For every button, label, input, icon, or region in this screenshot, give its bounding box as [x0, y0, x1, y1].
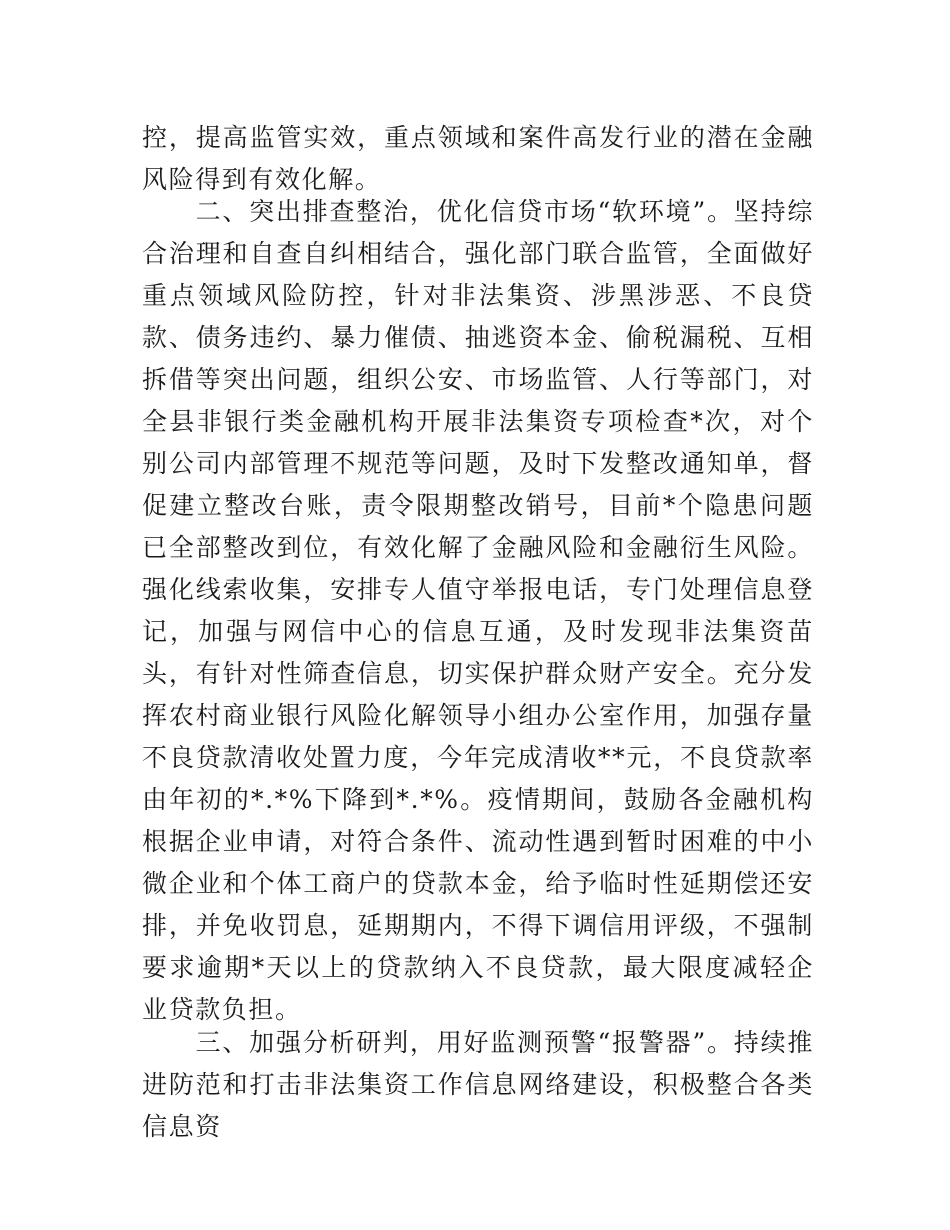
paragraph-2 — [142, 191, 814, 1031]
paragraph-3 — [142, 1022, 814, 1148]
paragraph-2-text: 二、突出排查整治，优化信贷市场“软环境”。坚持综合治理和自查自纠相结合，强化部门联合监管，全面做好重点领域风险防控，针对非法集资、涉黑涉恶、不良贷款、债务违约、暴力催债、抽逃资本金、偷税漏税、互相拆借等突出问题，组织公安、市场监管、人行等部门，对全县非银行类金融机构开展非法集资专项检查*次，对个别公司内部管理不规范等问题，及时下发整改通知单，督促建立整改台账，责令限期整改销号，目前*个隐患问题已全部整改到位，有效化解了金融风险和金融衍生风险。强化线索收集，安排专人值守举报电话，专门处理信息登记，加强与网信中心的信息互通，及时发现非法集资苗头，有针对性筛查信息，切实保护群众财产安全。充分发挥农村商业银行风险化解领导小组办公室作用，加强存量不良贷款清收处置力度，今年完成清收**元，不良贷款率由年初的*.*%下降到*.*%。疫情期间，鼓励各金融机构根据企业申请，对符合条件、流动性遇到暂时困难的中小微企业和个体工商户的贷款本金，给予临时性延期偿还安排，并免收罚息，延期期内，不得下调信用评级，不强制要求逾期*天以上的贷款纳入不良贷款，最大限度减轻企业贷款负担。 — [142, 197, 814, 1024]
paragraph-1 — [142, 117, 814, 201]
paragraph-1-text: 控，提高监管实效，重点领域和案件高发行业的潜在金融风险得到有效化解。 — [142, 123, 814, 194]
paragraph-3-text: 三、加强分析研判，用好监测预警“报警器”。持续推进防范和打击非法集资工作信息网络建设，积极整合各类信息资 — [142, 1028, 814, 1141]
